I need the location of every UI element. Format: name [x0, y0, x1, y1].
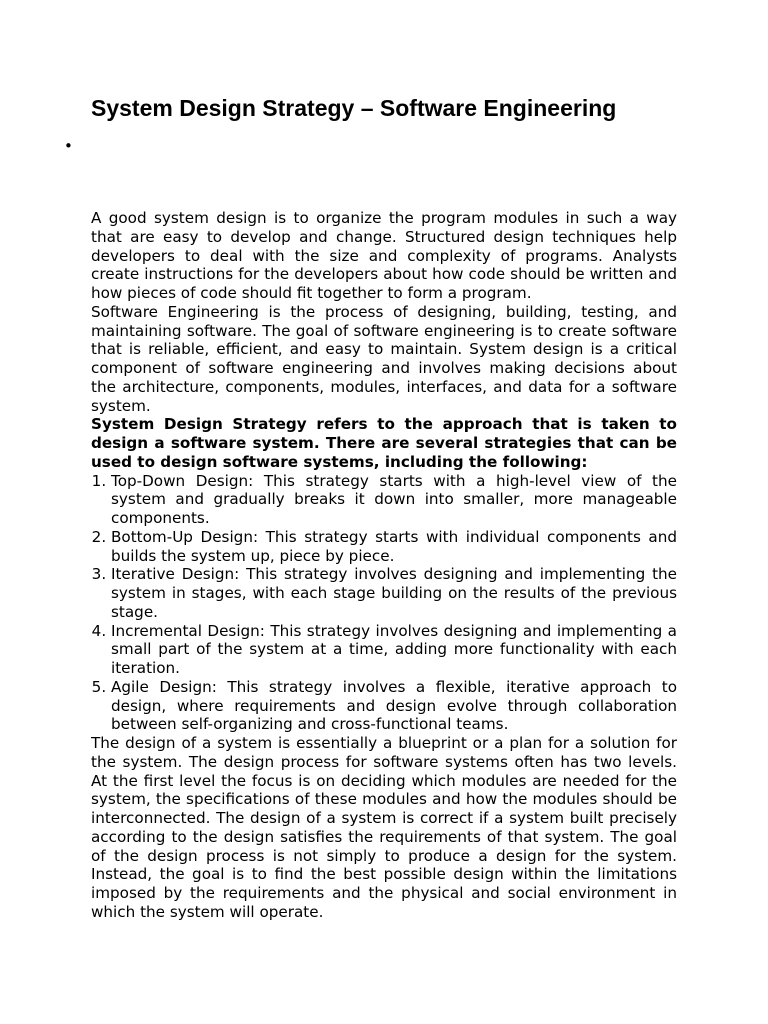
document-body — [91, 209, 677, 922]
document-title: System Design Strategy – Software Engineering — [91, 95, 617, 121]
list-item-incremental: 4. Incremental Design: This strategy involves designing and implementing a small part of the system at a time, adding more functionality with each iteration. — [111, 622, 677, 678]
list-item-agile: 5. Agile Design: This strategy involves a flexible, iterative approach to design, where requirements and design evolve through collaboration between self-organizing and cross-functional teams. — [111, 678, 677, 734]
list-item-iterative: 3. Iterative Design: This strategy involves designing and implementing the system in stages, with each stage building on the results of the previous stage. — [111, 565, 677, 621]
list-item-bottom-up: 2. Bottom-Up Design: This strategy starts with individual components and builds the system up, piece by piece. — [111, 528, 677, 566]
bullet-marker: • — [64, 137, 73, 155]
strategy-definition-paragraph: System Design Strategy refers to the approach that is taken to design a software system. There are several strategies that can be used to design software systems, including the following: — [91, 415, 677, 471]
intro-paragraph: A good system design is to organize the program modules in such a way that are easy to develop and change. Structured design techniques help developers to deal with the size and complexity of programs. Analysts create instructions for the developers about how code should be written and how pieces of code should fit together to form a program. — [91, 209, 677, 302]
software-engineering-paragraph: Software Engineering is the process of designing, building, testing, and maintaining software. The goal of software engineering is to create software that is reliable, efficient, and easy to maintain. System design is a critical component of software engineering and involves making decisions about the architecture, components, modules, interfaces, and data for a software system. — [91, 302, 677, 415]
strategy-list — [91, 472, 677, 735]
list-item-top-down: 1. Top-Down Design: This strategy starts with a high-level view of the system and gradually breaks it down into smaller, more manageable components. — [111, 472, 677, 528]
design-blueprint-paragraph: The design of a system is essentially a blueprint or a plan for a solution for the system. The design process for software systems often has two levels. At the first level the focus is on deciding which modules are needed for the system, the specifications of these modules and how the modules should be interconnected. The design of a system is correct if a system built precisely according to the design satisfies the requirements of that system. The goal of the design process is not simply to produce a design for the system. Instead, the goal is to find the best possible design within the limitations imposed by the requirements and the physical and social environment in which the system will operate. — [91, 734, 677, 921]
